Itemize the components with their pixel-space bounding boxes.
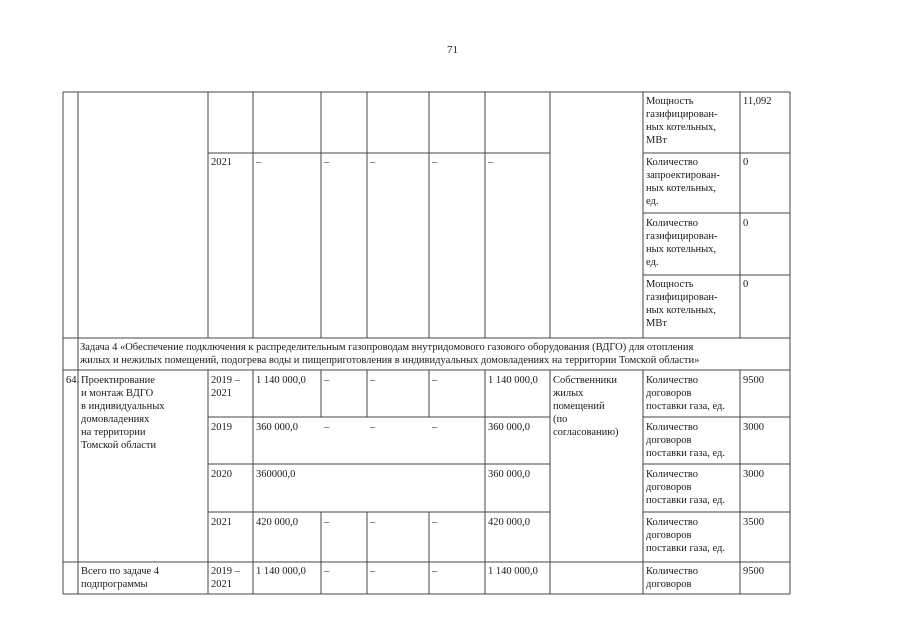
item-executor: Собственники жилых помещений (по согласованию) bbox=[553, 375, 619, 438]
table-cell-value: 3000 bbox=[743, 469, 764, 480]
dash-cell: – bbox=[370, 422, 376, 433]
dash-cell: – bbox=[432, 375, 438, 386]
value-power-2: 0 bbox=[743, 279, 749, 290]
table-cell-total: 1 140 000,0 bbox=[256, 566, 306, 577]
table-cell-other: 420 000,0 bbox=[488, 517, 530, 528]
item-name: Проектирование и монтаж ВДГО в индивидуальных домовладениях на территории Томской области bbox=[81, 375, 165, 451]
value-gasified: 0 bbox=[743, 218, 749, 229]
table-cell-other: 1 140 000,0 bbox=[488, 375, 538, 386]
dash-cell: – bbox=[432, 517, 438, 528]
table-cell-other: 360 000,0 bbox=[488, 469, 530, 480]
table-cell-indicator: Количество договоров поставки газа, ед. bbox=[646, 469, 725, 506]
dash-cell: – bbox=[432, 566, 438, 577]
indicator-power-1: Мощность газифицирован- ных котельных, МВт bbox=[646, 96, 718, 146]
dash-cell: – bbox=[432, 157, 438, 168]
table-cell-indicator: Количество договоров поставки газа, ед. bbox=[646, 517, 725, 554]
item-number: 64. bbox=[66, 375, 80, 386]
task4-heading: Задача 4 «Обеспечение подключения к распределительным газопроводам внутридомового газового оборудования (ВДГО) для отопления жилых и нежилых помещений, подогрева воды и пищеприготовления в индивидуальных домовладениях на территории Томской области» bbox=[80, 342, 700, 366]
table-cell-value: 9500 bbox=[743, 566, 764, 577]
year-2021: 2021 bbox=[211, 157, 232, 168]
table-cell-indicator: Количество договоров поставки газа, ед. bbox=[646, 422, 725, 459]
table-cell-year: 2019 – 2021 bbox=[211, 566, 240, 590]
dash-cell: – bbox=[324, 375, 330, 386]
table-cell-year: 2021 bbox=[211, 517, 232, 528]
table-cell-year: 2020 bbox=[211, 469, 232, 480]
table-cell-year: 2019 – 2021 bbox=[211, 375, 240, 399]
total-task4-name: Всего по задаче 4 подпрограммы bbox=[81, 566, 160, 590]
dash-cell: – bbox=[432, 422, 438, 433]
dash-cell: – bbox=[370, 517, 376, 528]
value-designed: 0 bbox=[743, 157, 749, 168]
dash-cell: – bbox=[370, 566, 376, 577]
table-cell-total: 360 000,0 bbox=[256, 422, 298, 433]
table-cell-other: 1 140 000,0 bbox=[488, 566, 538, 577]
table-cell-total: 1 140 000,0 bbox=[256, 375, 306, 386]
table-cell-value: 3000 bbox=[743, 422, 764, 433]
table-cell-total: 420 000,0 bbox=[256, 517, 298, 528]
dash-cell: – bbox=[370, 375, 376, 386]
indicator-designed: Количество запроектирован- ных котельных, ед. bbox=[646, 157, 720, 207]
table-cell-year: 2019 bbox=[211, 422, 232, 433]
dash-cell: – bbox=[256, 157, 262, 168]
table-cell-total: 360000,0 bbox=[256, 469, 296, 480]
table-cell-indicator: Количество договоров поставки газа, ед. bbox=[646, 375, 725, 412]
table-cell-indicator: Количество договоров bbox=[646, 566, 699, 590]
dash-cell: – bbox=[370, 157, 376, 168]
dash-cell: – bbox=[324, 157, 330, 168]
page-number: 71 bbox=[447, 44, 458, 56]
indicator-gasified: Количество газифицирован- ных котельных, ед. bbox=[646, 218, 718, 268]
indicator-power-2: Мощность газифицирован- ных котельных, МВт bbox=[646, 279, 718, 329]
dash-cell: – bbox=[324, 422, 330, 433]
table-cell-other: 360 000,0 bbox=[488, 422, 530, 433]
dash-cell: – bbox=[324, 517, 330, 528]
dash-cell: – bbox=[488, 157, 494, 168]
table-cell-value: 9500 bbox=[743, 375, 764, 386]
dash-cell: – bbox=[324, 566, 330, 577]
table-cell-value: 3500 bbox=[743, 517, 764, 528]
value-power-1: 11,092 bbox=[743, 96, 772, 107]
